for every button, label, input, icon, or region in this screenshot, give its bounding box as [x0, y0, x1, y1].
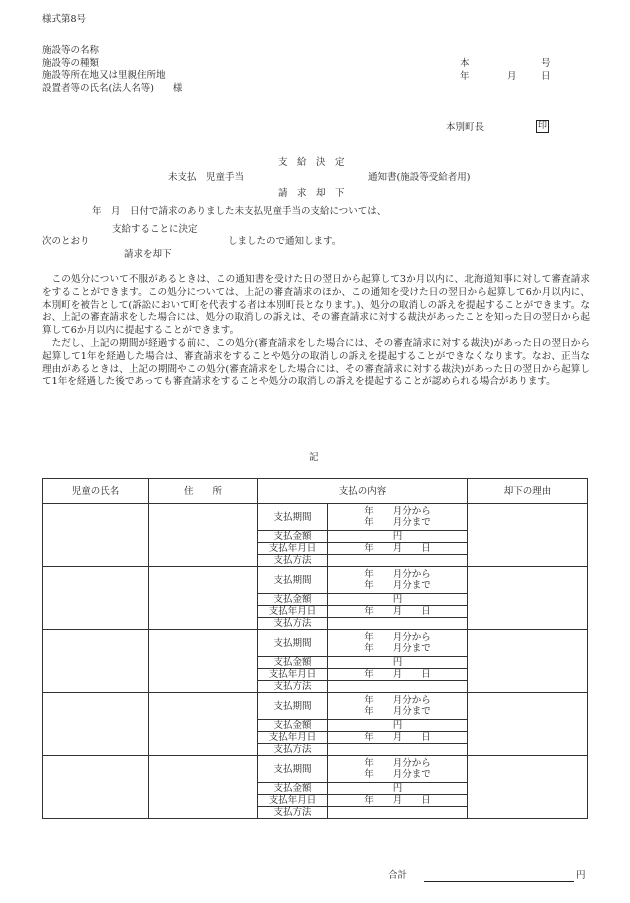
title-bottom: 請 求 却 下: [278, 188, 345, 199]
payment-amount-value: 円: [328, 720, 468, 732]
payment-date-value: 年 月 日: [328, 669, 468, 681]
title-right: 通知書(施設等受給者用): [368, 172, 471, 183]
payment-method-value[interactable]: [328, 807, 468, 819]
ki-label: 記: [309, 452, 319, 463]
payment-method-value[interactable]: [328, 681, 468, 693]
choice-reject: 請求を却下: [124, 249, 172, 260]
doc-number-suffix: 号: [541, 58, 551, 69]
payment-amount-value: 円: [328, 657, 468, 669]
paragraph-2: ただし、上記の期間が経過する前に、この処分(審査請求をした場合には、その審査請求に対する裁決)があった日の翌日から起算して1年を経過した場合は、審査請求をすることや処分の取消しの訴えを提起することができなくなります。なお、正当な理由があるときは、上記の期間やこの処分(審査請求をした場合には、その審査請求に対する裁決)があった日の翌日から起算して1年を経過した後であっても審査請求をすることや処分の取消しの訴えを提起することが認められる場合があります。: [42, 337, 590, 388]
period-to: 年 月分まで: [364, 769, 431, 780]
label-payment-method: 支払方法: [258, 744, 328, 756]
choice-approve: 支給することに決定: [112, 224, 198, 235]
payment-method-value[interactable]: [328, 744, 468, 756]
period-to: 年 月分まで: [364, 706, 431, 717]
issuer: 本別町長: [446, 122, 485, 133]
table-row: [43, 504, 588, 531]
child-name-cell[interactable]: [43, 693, 149, 756]
body-suffix: しましたので通知します。: [228, 236, 342, 247]
header-rejection-reason: 却下の理由: [468, 479, 588, 504]
payment-date-value: 年 月 日: [328, 732, 468, 744]
label-payment-method: 支払方法: [258, 681, 328, 693]
table-header-row: [43, 479, 588, 504]
label-payment-date: 支払年月日: [258, 669, 328, 681]
facility-address-label: 施設等所在地又は里親住所地: [42, 70, 166, 81]
period-from: 年 月分から: [364, 506, 431, 517]
label-payment-method: 支払方法: [258, 618, 328, 630]
header-fields: [42, 45, 182, 95]
label-payment-period: 支払期間: [258, 756, 328, 783]
child-name-cell[interactable]: [43, 630, 149, 693]
rejection-reason-cell[interactable]: [468, 693, 588, 756]
date-year: 年: [460, 71, 470, 82]
period-to: 年 月分まで: [364, 580, 431, 591]
header-payment-content: 支払の内容: [258, 479, 468, 504]
address-cell[interactable]: [149, 693, 258, 756]
operator-name-label: 設置者等の氏名(法人名等) 様: [42, 82, 183, 94]
payment-period-value: [328, 504, 468, 531]
label-payment-date: 支払年月日: [258, 732, 328, 744]
child-name-cell[interactable]: [43, 504, 149, 567]
payment-period-value: [328, 693, 468, 720]
total-unit: 円: [576, 870, 586, 881]
payment-amount-value: 円: [328, 783, 468, 795]
header-child-name: 児童の氏名: [43, 479, 149, 504]
doc-number-prefix: 本: [460, 58, 470, 69]
title-top: 支 給 決 定: [278, 157, 345, 168]
payment-date-value: 年 月 日: [328, 795, 468, 807]
table-row: [43, 567, 588, 594]
address-cell[interactable]: [149, 630, 258, 693]
date-day: 日: [541, 71, 551, 82]
seal-text: 印: [538, 121, 548, 131]
payment-date-value: 年 月 日: [328, 543, 468, 555]
header-address: 住 所: [149, 479, 258, 504]
label-payment-period: 支払期間: [258, 567, 328, 594]
label-payment-method: 支払方法: [258, 555, 328, 567]
payment-period-value: [328, 756, 468, 783]
title-left: 未支払 児童手当: [168, 172, 245, 183]
label-payment-amount: 支払金額: [258, 531, 328, 543]
table-row: [43, 756, 588, 783]
payment-amount-value: 円: [328, 531, 468, 543]
rejection-reason-cell[interactable]: [468, 567, 588, 630]
rejection-reason-cell[interactable]: [468, 630, 588, 693]
period-from: 年 月分から: [364, 695, 431, 706]
label-payment-date: 支払年月日: [258, 606, 328, 618]
label-payment-date: 支払年月日: [258, 543, 328, 555]
period-to: 年 月分まで: [364, 517, 431, 528]
payment-amount-value: 円: [328, 594, 468, 606]
period-from: 年 月分から: [364, 758, 431, 769]
body-line1: 年 月 日付で請求のありました未支払児童手当の支給については、: [92, 206, 387, 217]
facility-type-label: 施設等の種類: [42, 57, 100, 69]
body-prefix: 次のとおり: [42, 236, 90, 247]
total-field[interactable]: [424, 869, 574, 882]
period-from: 年 月分から: [364, 569, 431, 580]
payment-date-value: 年 月 日: [328, 606, 468, 618]
period-from: 年 月分から: [364, 632, 431, 643]
child-name-cell[interactable]: [43, 567, 149, 630]
payment-period-value: [328, 567, 468, 594]
label-payment-period: 支払期間: [258, 504, 328, 531]
paragraph-1: この処分について不服があるときは、この通知書を受けた日の翌日から起算して3か月以内に、北海道知事に対して審査請求をすることができます。この処分については、上記の審査請求のほか、この通知を受けた日の翌日から起算して6か月以内に、本別町を被告として(訴訟において町を代表する者は本別町長となります。)、処分の取消しの訴えを提起することができます。なお、上記の審査請求をした場合には、処分の取消しの訴えは、その審査請求に対する裁決があったことを知った日の翌日から起算して6か月以内に提起することができます。: [42, 274, 590, 337]
rejection-reason-cell[interactable]: [468, 756, 588, 819]
form-number: 様式第8号: [42, 14, 87, 25]
table-row: [43, 693, 588, 720]
address-cell[interactable]: [149, 567, 258, 630]
rejection-reason-cell[interactable]: [468, 504, 588, 567]
label-payment-amount: 支払金額: [258, 720, 328, 732]
payment-period-value: [328, 630, 468, 657]
table-row: [43, 630, 588, 657]
label-payment-amount: 支払金額: [258, 783, 328, 795]
label-payment-method: 支払方法: [258, 807, 328, 819]
total-label: 合計: [388, 870, 408, 881]
payment-table: [42, 478, 588, 819]
address-cell[interactable]: [149, 756, 258, 819]
seal-stamp: [536, 120, 549, 133]
address-cell[interactable]: [149, 504, 258, 567]
child-name-cell[interactable]: [43, 756, 149, 819]
label-payment-amount: 支払金額: [258, 594, 328, 606]
label-payment-amount: 支払金額: [258, 657, 328, 669]
payment-method-value[interactable]: [328, 555, 468, 567]
period-to: 年 月分まで: [364, 643, 431, 654]
date-month: 月: [507, 71, 517, 82]
label-payment-date: 支払年月日: [258, 795, 328, 807]
label-payment-period: 支払期間: [258, 630, 328, 657]
notice-paragraphs: [42, 274, 590, 389]
facility-name-label: 施設等の名称: [42, 45, 100, 56]
label-payment-period: 支払期間: [258, 693, 328, 720]
payment-method-value[interactable]: [328, 618, 468, 630]
